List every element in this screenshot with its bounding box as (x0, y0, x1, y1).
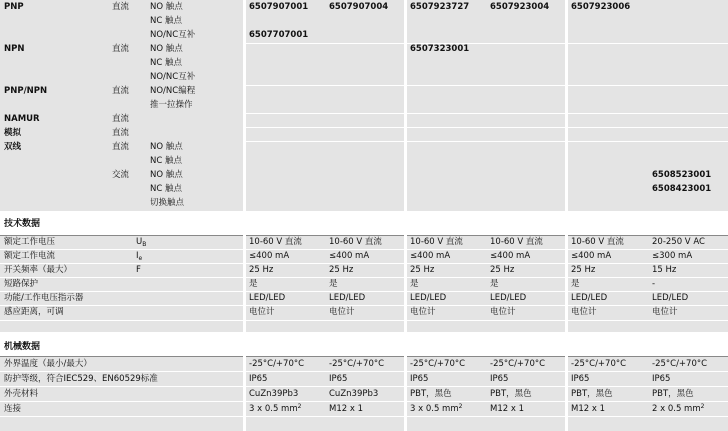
row-divider (0, 371, 728, 372)
part-number: 6507923006 (571, 2, 631, 12)
mech-label: 连接 (4, 404, 22, 414)
tech-label: 开关频率（最大） (4, 265, 73, 275)
tech-value: 电位计 (329, 307, 355, 317)
column-gap-2 (404, 0, 407, 431)
divider-npn (246, 85, 728, 86)
mech-value: -25°C/+70°C (249, 359, 305, 369)
tech-bottom-rule (0, 320, 728, 321)
tech-value: ≤400 mA (490, 251, 531, 261)
tech-value: ≤400 mA (571, 251, 612, 261)
mode-twowire-ac-changeover: 切换触点 (150, 198, 185, 208)
type-two-wire: 双线 (4, 142, 22, 152)
part-number: 6507323001 (410, 44, 470, 54)
mode-twowire-ac-no: NO 触点 (150, 170, 183, 180)
tech-value: LED/LED (249, 293, 286, 303)
tech-value: 10-60 V 直流 (329, 237, 382, 247)
part-number: 6507923727 (410, 2, 470, 12)
mode-pnpnpn-prog: NO/NC编程 (150, 86, 196, 96)
mode-twowire-ac-nc: NC 触点 (150, 184, 182, 194)
mech-value: PBT，黑色 (571, 389, 613, 399)
supply-npn-dc: 直流 (112, 44, 130, 54)
part-number: 6508423001 (652, 184, 712, 194)
mech-value: PBT，黑色 (410, 389, 452, 399)
column-gap-1 (243, 0, 246, 431)
divider-namur (246, 127, 728, 128)
divider-pnpnpn (246, 113, 728, 114)
tech-value: 25 Hz (249, 265, 274, 275)
tech-label: 功能/工作电压指示器 (4, 293, 84, 303)
tech-symbol: UB (136, 237, 147, 248)
tech-value: 是 (571, 279, 580, 289)
supply-analog-dc: 直流 (112, 128, 130, 138)
tech-value: 25 Hz (490, 265, 515, 275)
mode-pnp-nc: NC 触点 (150, 16, 182, 26)
row-divider (0, 291, 728, 292)
tech-symbol: F (136, 265, 141, 275)
mode-twowire-dc-no: NO 触点 (150, 142, 183, 152)
mech-value: M12 x 1 (490, 404, 524, 414)
row-divider (0, 416, 728, 417)
mode-npn-nc: NC 触点 (150, 58, 182, 68)
row-divider (0, 263, 728, 264)
tech-value: LED/LED (329, 293, 366, 303)
mode-pnp-nonc: NO/NC互补 (150, 30, 196, 40)
tech-value: 电位计 (652, 307, 678, 317)
divider-analog (246, 141, 728, 142)
tech-value: 10-60 V 直流 (249, 237, 302, 247)
tech-value: 25 Hz (571, 265, 596, 275)
mech-value: -25°C/+70°C (652, 359, 708, 369)
mode-npn-no: NO 触点 (150, 44, 183, 54)
mech-value: 2 x 0.5 $mm^2$ (652, 403, 705, 414)
tech-value: 是 (329, 279, 338, 289)
tech-value: 电位计 (410, 307, 436, 317)
mech-label: 外壳材料 (4, 389, 39, 399)
mode-npn-nonc: NO/NC互补 (150, 72, 196, 82)
mech-value: M12 x 1 (571, 404, 605, 414)
tech-value: ≤400 mA (329, 251, 370, 261)
mech-section-title: 机械数据 (4, 342, 41, 352)
mech-value: IP65 (490, 374, 509, 384)
supply-namur-dc: 直流 (112, 114, 130, 124)
divider-pnp (246, 43, 728, 44)
type-pnp: PNP (4, 2, 24, 12)
part-number: 6507707001 (249, 30, 309, 40)
tech-value: 20-250 V AC (652, 237, 705, 247)
mech-value: PBT，黑色 (652, 389, 694, 399)
supply-pnpnpn-dc: 直流 (112, 86, 130, 96)
types-band (0, 0, 728, 211)
part-number: 6508523001 (652, 170, 712, 180)
part-number: 6507907001 (249, 2, 309, 12)
tech-value: 是 (490, 279, 499, 289)
mech-value: 3 x 0.5 $mm^2$ (249, 403, 302, 414)
tech-label: 额定工作电压 (4, 237, 56, 247)
tech-value: LED/LED (410, 293, 447, 303)
tech-label: 额定工作电流 (4, 251, 56, 261)
tech-value: 10-60 V 直流 (571, 237, 624, 247)
mode-pnp-no: NO 触点 (150, 2, 183, 12)
tech-value: 是 (249, 279, 258, 289)
type-namur: NAMUR (4, 114, 40, 124)
tech-header-rule (0, 235, 728, 236)
row-divider (0, 305, 728, 306)
tech-value: ≤400 mA (249, 251, 290, 261)
part-number: 6507923004 (490, 2, 550, 12)
mech-value: CuZn39Pb3 (329, 389, 379, 399)
supply-twowire-ac: 交流 (112, 170, 130, 180)
mech-value: IP65 (329, 374, 348, 384)
tech-label: 感应距离，可调 (4, 307, 64, 317)
tech-value: ≤400 mA (410, 251, 451, 261)
tech-value: - (652, 279, 656, 289)
row-divider (0, 249, 728, 250)
row-divider (0, 401, 728, 402)
mech-value: -25°C/+70°C (410, 359, 466, 369)
row-divider (0, 277, 728, 278)
tech-value: ≤300 mA (652, 251, 693, 261)
mech-value: CuZn39Pb3 (249, 389, 299, 399)
column-gap-3 (565, 0, 568, 431)
supply-twowire-dc: 直流 (112, 142, 130, 152)
tech-value: LED/LED (571, 293, 608, 303)
tech-value: 10-60 V 直流 (490, 237, 543, 247)
mech-value: IP65 (652, 374, 671, 384)
mech-value: IP65 (571, 374, 590, 384)
tech-value: 25 Hz (329, 265, 354, 275)
mech-value: PBT，黑色 (490, 389, 532, 399)
row-divider (0, 386, 728, 387)
mech-value: M12 x 1 (329, 404, 363, 414)
tech-section-title: 技术数据 (4, 219, 41, 229)
type-pnp-npn: PNP/NPN (4, 86, 48, 96)
tech-value: 25 Hz (410, 265, 435, 275)
tech-symbol: Ie (136, 251, 143, 262)
tech-value: 15 Hz (652, 265, 677, 275)
mode-pnpnpn-pushpull: 推一拉操作 (150, 100, 193, 110)
mech-label: 防护等级，符合IEC529、EN60529标准 (4, 374, 158, 384)
tech-value: 电位计 (571, 307, 597, 317)
mech-value: -25°C/+70°C (571, 359, 627, 369)
type-npn: NPN (4, 44, 25, 54)
mech-value: IP65 (249, 374, 268, 384)
mech-value: IP65 (410, 374, 429, 384)
mech-label: 外界温度（最小/最大） (4, 359, 92, 369)
mech-value: -25°C/+70°C (490, 359, 546, 369)
mech-value: -25°C/+70°C (329, 359, 385, 369)
tech-value: 是 (410, 279, 419, 289)
tech-value: LED/LED (652, 293, 689, 303)
mech-header-rule (0, 356, 728, 357)
supply-pnp-dc: 直流 (112, 2, 130, 12)
tech-value: LED/LED (490, 293, 527, 303)
tech-value: 电位计 (490, 307, 516, 317)
tech-value: 10-60 V 直流 (410, 237, 463, 247)
mode-twowire-dc-nc: NC 触点 (150, 156, 182, 166)
tech-label: 短路保护 (4, 279, 39, 289)
type-analog: 模拟 (4, 128, 22, 138)
part-number: 6507907004 (329, 2, 389, 12)
tech-value: 电位计 (249, 307, 275, 317)
mech-value: 3 x 0.5 $mm^2$ (410, 403, 463, 414)
